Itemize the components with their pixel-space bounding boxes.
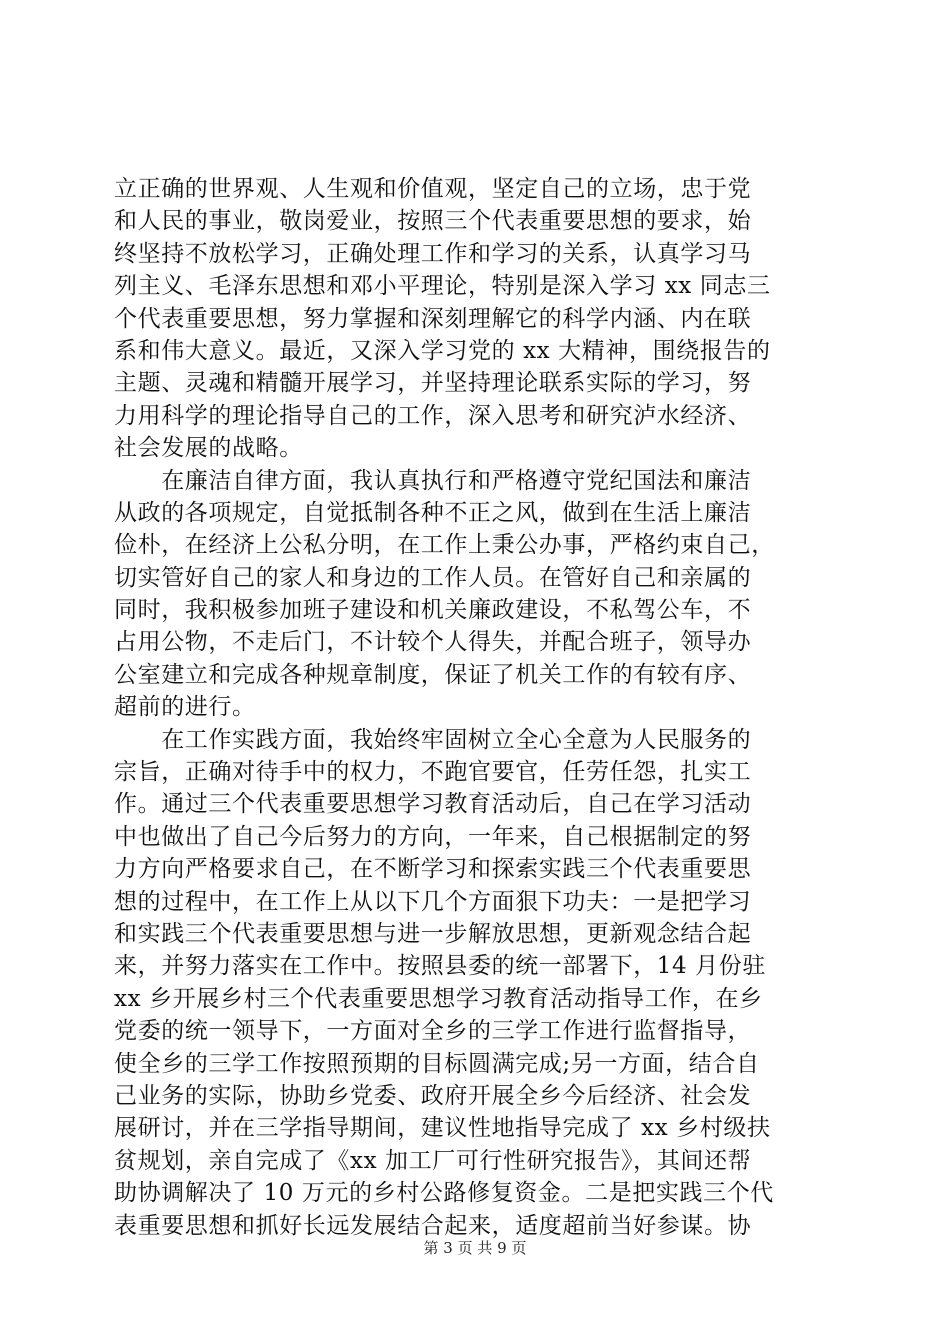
text-line: 表重要思想和抓好长远发展结合起来，适度超前当好参谋。协 — [114, 1212, 752, 1239]
text-line: 公室建立和完成各种规章制度，保证了机关工作的有较有序、 — [114, 661, 752, 688]
text-line: 在廉洁自律方面，我认真执行和严格遵守党纪国法和廉洁 — [114, 467, 752, 494]
text-line: 立正确的世界观、人生观和价值观，坚定自己的立场，忠于党 — [114, 176, 752, 202]
text-line: 和人民的事业，敬岗爱业，按照三个代表重要思想的要求，始 — [114, 208, 752, 235]
text-line: 来，并努力落实在工作中。按照县委的统一部署下，14 月份驻 — [114, 953, 766, 980]
page-footer: 第 3 页 共 9 页 — [423, 1239, 527, 1257]
text-line: 从政的各项规定，自觉抵制各种不正之风，做到在生活上廉洁 — [114, 499, 752, 526]
body-text — [114, 173, 834, 1242]
text-line: 社会发展的战略。 — [114, 435, 303, 462]
text-line: 力方向严格要求自己，在不断学习和探索实践三个代表重要思 — [114, 856, 752, 883]
text-line: 作。通过三个代表重要思想学习教育活动后，自己在学习活动 — [114, 791, 752, 818]
text-line: 占用公物，不走后门，不计较个人得失，并配合班子，领导办 — [114, 629, 752, 656]
text-line: 切实管好自己的家人和身边的工作人员。在管好自己和亲属的 — [114, 564, 752, 591]
text-line: 超前的进行。 — [114, 694, 256, 721]
text-line: 系和伟大意义。最近，又深入学习党的 xx 大精神，围绕报告的 — [114, 337, 771, 364]
text-line: 俭朴，在经济上公私分明，在工作上秉公办事，严格约束自己， — [114, 532, 775, 559]
text-line: 终坚持不放松学习，正确处理工作和学习的关系，认真学习马 — [114, 240, 752, 267]
text-line: 助协调解决了 10 万元的乡村公路修复资金。二是把实践三个代 — [114, 1180, 774, 1207]
text-line: 中也做出了自己今后努力的方向，一年来，自己根据制定的努 — [114, 823, 752, 850]
text-line: 力用科学的理论指导自己的工作，深入思考和研究泸水经济、 — [114, 402, 752, 429]
text-line: 己业务的实际，协助乡党委、政府开展全乡今后经济、社会发 — [114, 1082, 752, 1109]
text-line: 个代表重要思想，努力掌握和深刻理解它的科学内涵、内在联 — [114, 305, 752, 332]
text-line: 使全乡的三学工作按照预期的目标圆满完成;另一方面，结合自 — [114, 1050, 760, 1077]
text-line: 在工作实践方面，我始终牢固树立全心全意为人民服务的 — [114, 726, 752, 753]
text-line: 和实践三个代表重要思想与进一步解放思想，更新观念结合起 — [114, 920, 752, 947]
text-line: 同时，我积极参加班子建设和机关廉政建设，不私驾公车，不 — [114, 597, 752, 624]
text-line: xx 乡开展乡村三个代表重要思想学习教育活动指导工作，在乡 — [114, 985, 763, 1012]
text-line: 主题、灵魂和精髓开展学习，并坚持理论联系实际的学习，努 — [114, 370, 752, 397]
text-line: 党委的统一领导下，一方面对全乡的三学工作进行监督指导， — [114, 1018, 752, 1045]
text-line: 贫规划，亲自完成了《xx 加工厂可行性研究报告》，其间还帮 — [114, 1147, 752, 1174]
text-line: 想的过程中，在工作上从以下几个方面狠下功夫：一是把学习 — [114, 888, 752, 915]
text-line: 展研讨，并在三学指导期间，建议性地指导完成了 xx 乡村级扶 — [114, 1115, 771, 1142]
text-line: 宗旨，正确对待手中的权力，不跑官要官，任劳任怨，扎实工 — [114, 759, 752, 786]
text-line: 列主义、毛泽东思想和邓小平理论，特别是深入学习 xx 同志三 — [114, 273, 771, 300]
